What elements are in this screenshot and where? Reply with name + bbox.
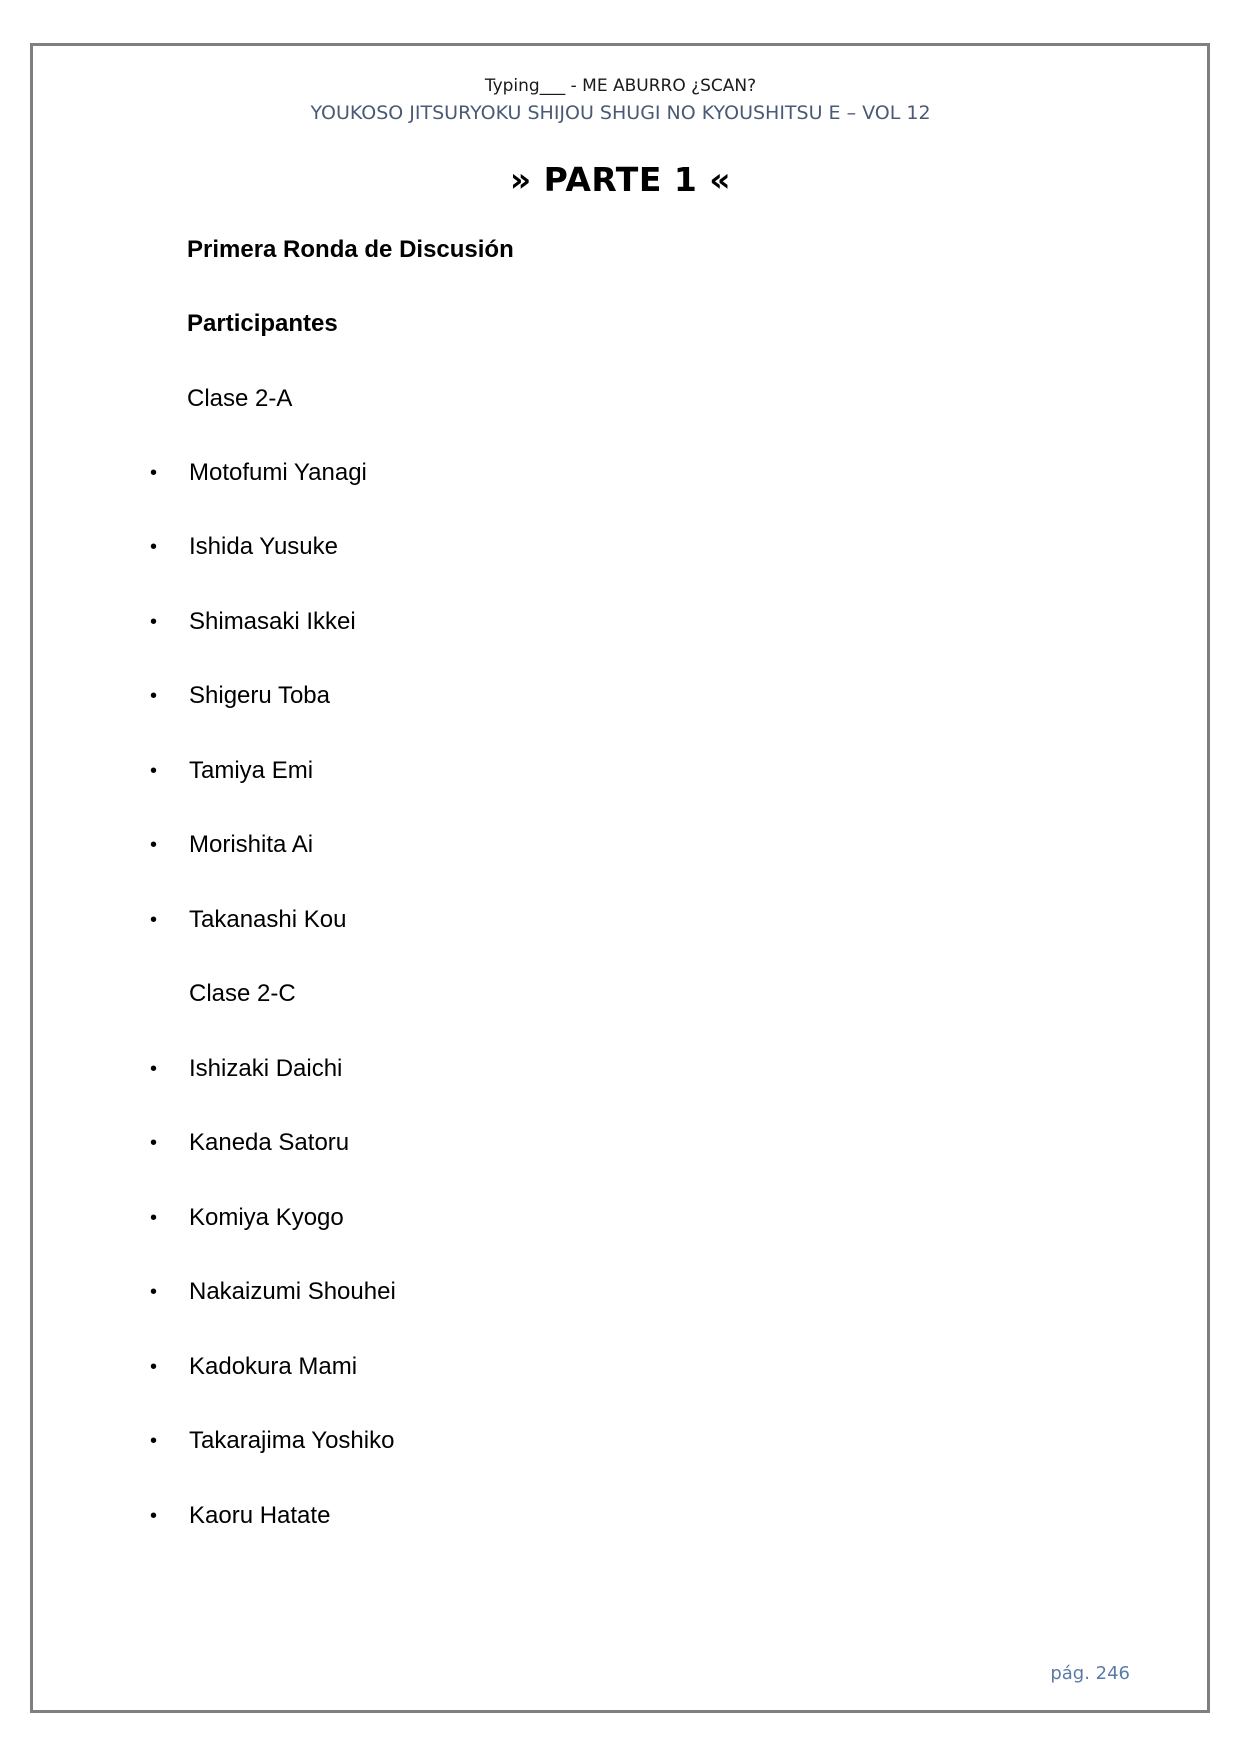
bullet-icon: • <box>150 1281 158 1303</box>
member-name: Ishizaki Daichi <box>189 1055 343 1082</box>
list-item <box>150 681 330 711</box>
bullet-icon: • <box>150 611 158 633</box>
member-name: Takanashi Kou <box>189 906 347 933</box>
list-item <box>150 1426 394 1456</box>
bullet-icon: • <box>150 1356 158 1378</box>
member-name: Shigeru Toba <box>189 682 330 709</box>
page-number: pág. 246 <box>1050 1663 1130 1684</box>
participants-heading: Participantes <box>187 310 338 337</box>
bullet-icon: • <box>150 462 158 484</box>
member-name: Morishita Ai <box>189 831 314 858</box>
group-label-2a: Clase 2-A <box>187 385 293 412</box>
list-item <box>150 1352 357 1382</box>
list-item <box>150 1128 349 1158</box>
header-credit: Typing___ - ME ABURRO ¿SCAN? <box>484 76 757 96</box>
list-item <box>150 1501 330 1531</box>
bullet-icon: • <box>150 1207 158 1229</box>
list-item <box>150 1277 396 1307</box>
group-label-2c: Clase 2-C <box>189 980 296 1007</box>
part-title: » PARTE 1 « <box>509 160 732 199</box>
section-title: Primera Ronda de Discusión <box>187 236 514 263</box>
member-name: Komiya Kyogo <box>189 1204 344 1231</box>
member-name: Kaneda Satoru <box>189 1129 350 1156</box>
member-name: Nakaizumi Shouhei <box>189 1278 396 1305</box>
list-item <box>150 532 338 562</box>
member-name: Shimasaki Ikkei <box>189 608 356 635</box>
list-item <box>150 905 346 935</box>
header-series-title: YOUKOSO JITSURYOKU SHIJOU SHUGI NO KYOUSHITSU E – VOL 12 <box>310 102 931 124</box>
list-item <box>150 458 367 488</box>
member-name: Kadokura Mami <box>189 1353 358 1380</box>
bullet-icon: • <box>150 1058 158 1080</box>
bullet-icon: • <box>150 1132 158 1154</box>
member-name: Tamiya Emi <box>189 757 314 784</box>
list-item <box>150 607 356 637</box>
list-item <box>150 756 313 786</box>
list-item <box>150 830 313 860</box>
bullet-icon: • <box>150 909 158 931</box>
bullet-icon: • <box>150 685 158 707</box>
page-border <box>30 43 1210 1713</box>
bullet-icon: • <box>150 536 158 558</box>
bullet-icon: • <box>150 760 158 782</box>
bullet-icon: • <box>150 1505 158 1527</box>
member-name: Motofumi Yanagi <box>189 459 367 486</box>
list-item <box>150 1054 342 1084</box>
member-name: Kaoru Hatate <box>189 1502 331 1529</box>
member-name: Takarajima Yoshiko <box>189 1427 395 1454</box>
member-name: Ishida Yusuke <box>189 533 339 560</box>
list-item <box>150 1203 344 1233</box>
bullet-icon: • <box>150 834 158 856</box>
bullet-icon: • <box>150 1430 158 1452</box>
